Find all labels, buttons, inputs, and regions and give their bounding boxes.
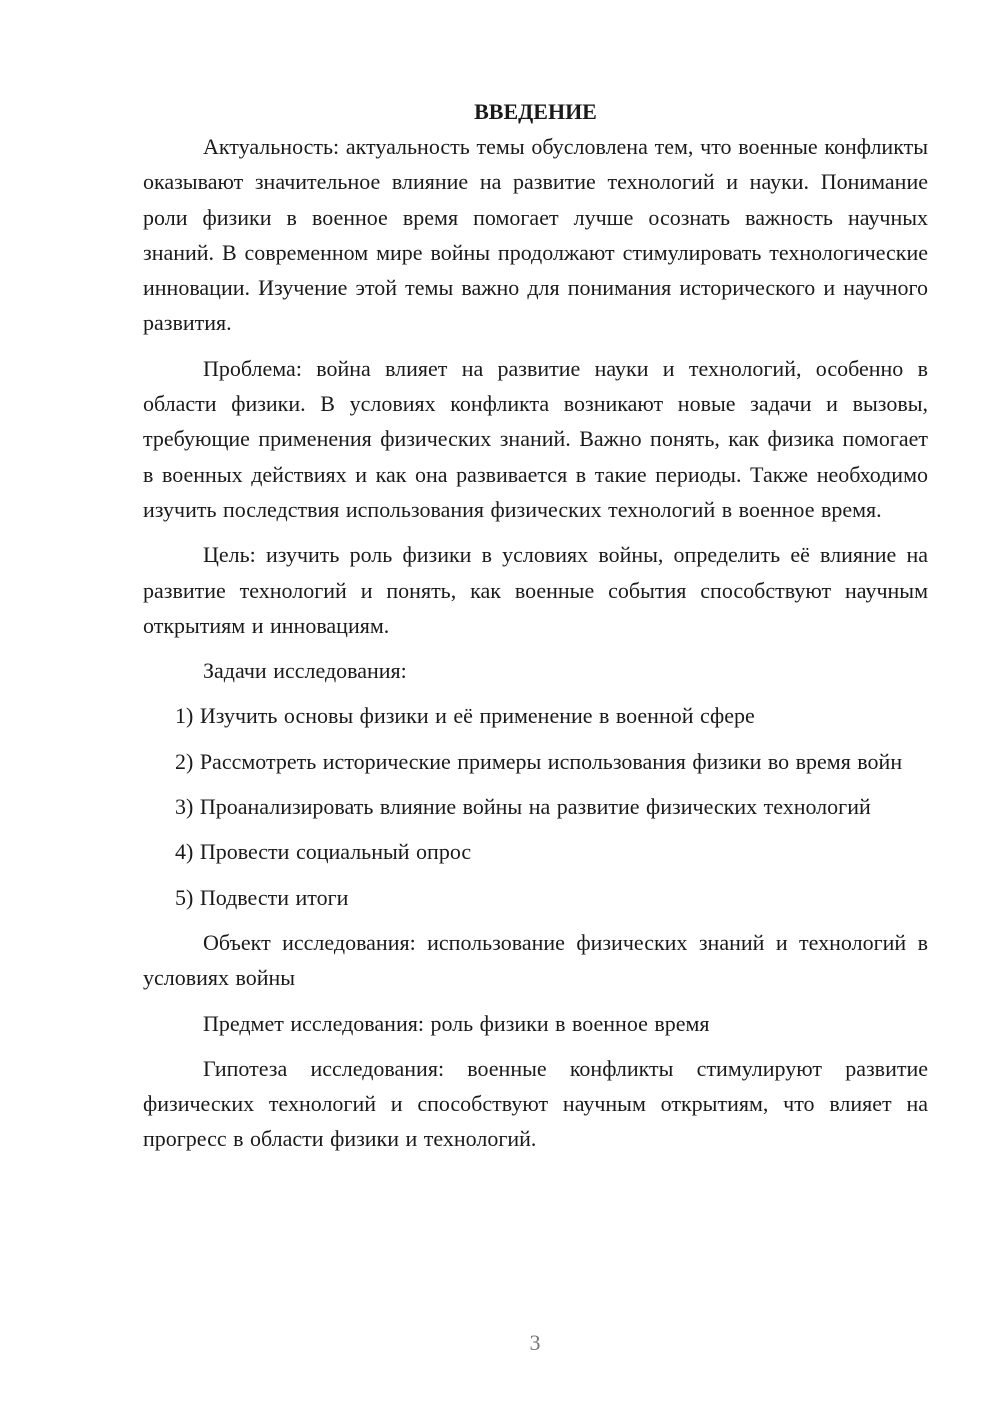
object-paragraph: Объект исследования: использование физических знаний и технологий в условиях войны [143, 929, 928, 991]
subject-paragraph: Предмет исследования: роль физики в военное время [203, 1010, 710, 1036]
document-page [143, 94, 928, 1167]
task-item-4: 4) Провести социальный опрос [175, 839, 472, 865]
page-number: 3 [529, 1330, 541, 1355]
goal-paragraph: Цель: изучить роль физики в условиях войны, определить её влияние на развитие технологий и понять, как военные события способствуют научным открытиям и инновациям. [143, 542, 928, 638]
task-item-2: 2) Рассмотреть исторические примеры использования физики во время войн [175, 748, 903, 774]
relevance-paragraph: Актуальность: актуальность темы обусловлена тем, что военные конфликты оказывают значительное влияние на развитие технологий и науки. Понимание роли физики в военное время помогает лучше осознать важность научных знаний. В современном мире войны продолжают стимулировать технологические инновации. Изучение этой темы важно для понимания исторического и научного развития. [143, 134, 928, 336]
page-title: ВВЕДЕНИЕ [474, 99, 597, 124]
task-item-1: 1) Изучить основы физики и её применение в военной сфере [175, 703, 755, 729]
task-item-3: 3) Проанализировать влияние войны на развитие физических технологий [175, 794, 871, 820]
tasks-heading: Задачи исследования: [203, 658, 407, 684]
hypothesis-paragraph: Гипотеза исследования: военные конфликты стимулируют развитие физических технологий и способствуют научным открытиям, что влияет на прогресс в области физики и технологий. [143, 1055, 928, 1152]
task-item-5: 5) Подвести итоги [175, 884, 349, 910]
problem-paragraph: Проблема: война влияет на развитие науки и технологий, особенно в области физики. В условиях конфликта возникают новые задачи и вызовы, требующие применения физических знаний. Важно понять, как физика помогает в военных действиях и как она развивается в такие периоды. Также необходимо изучить последствия использования физических технологий в военное время. [143, 355, 928, 522]
